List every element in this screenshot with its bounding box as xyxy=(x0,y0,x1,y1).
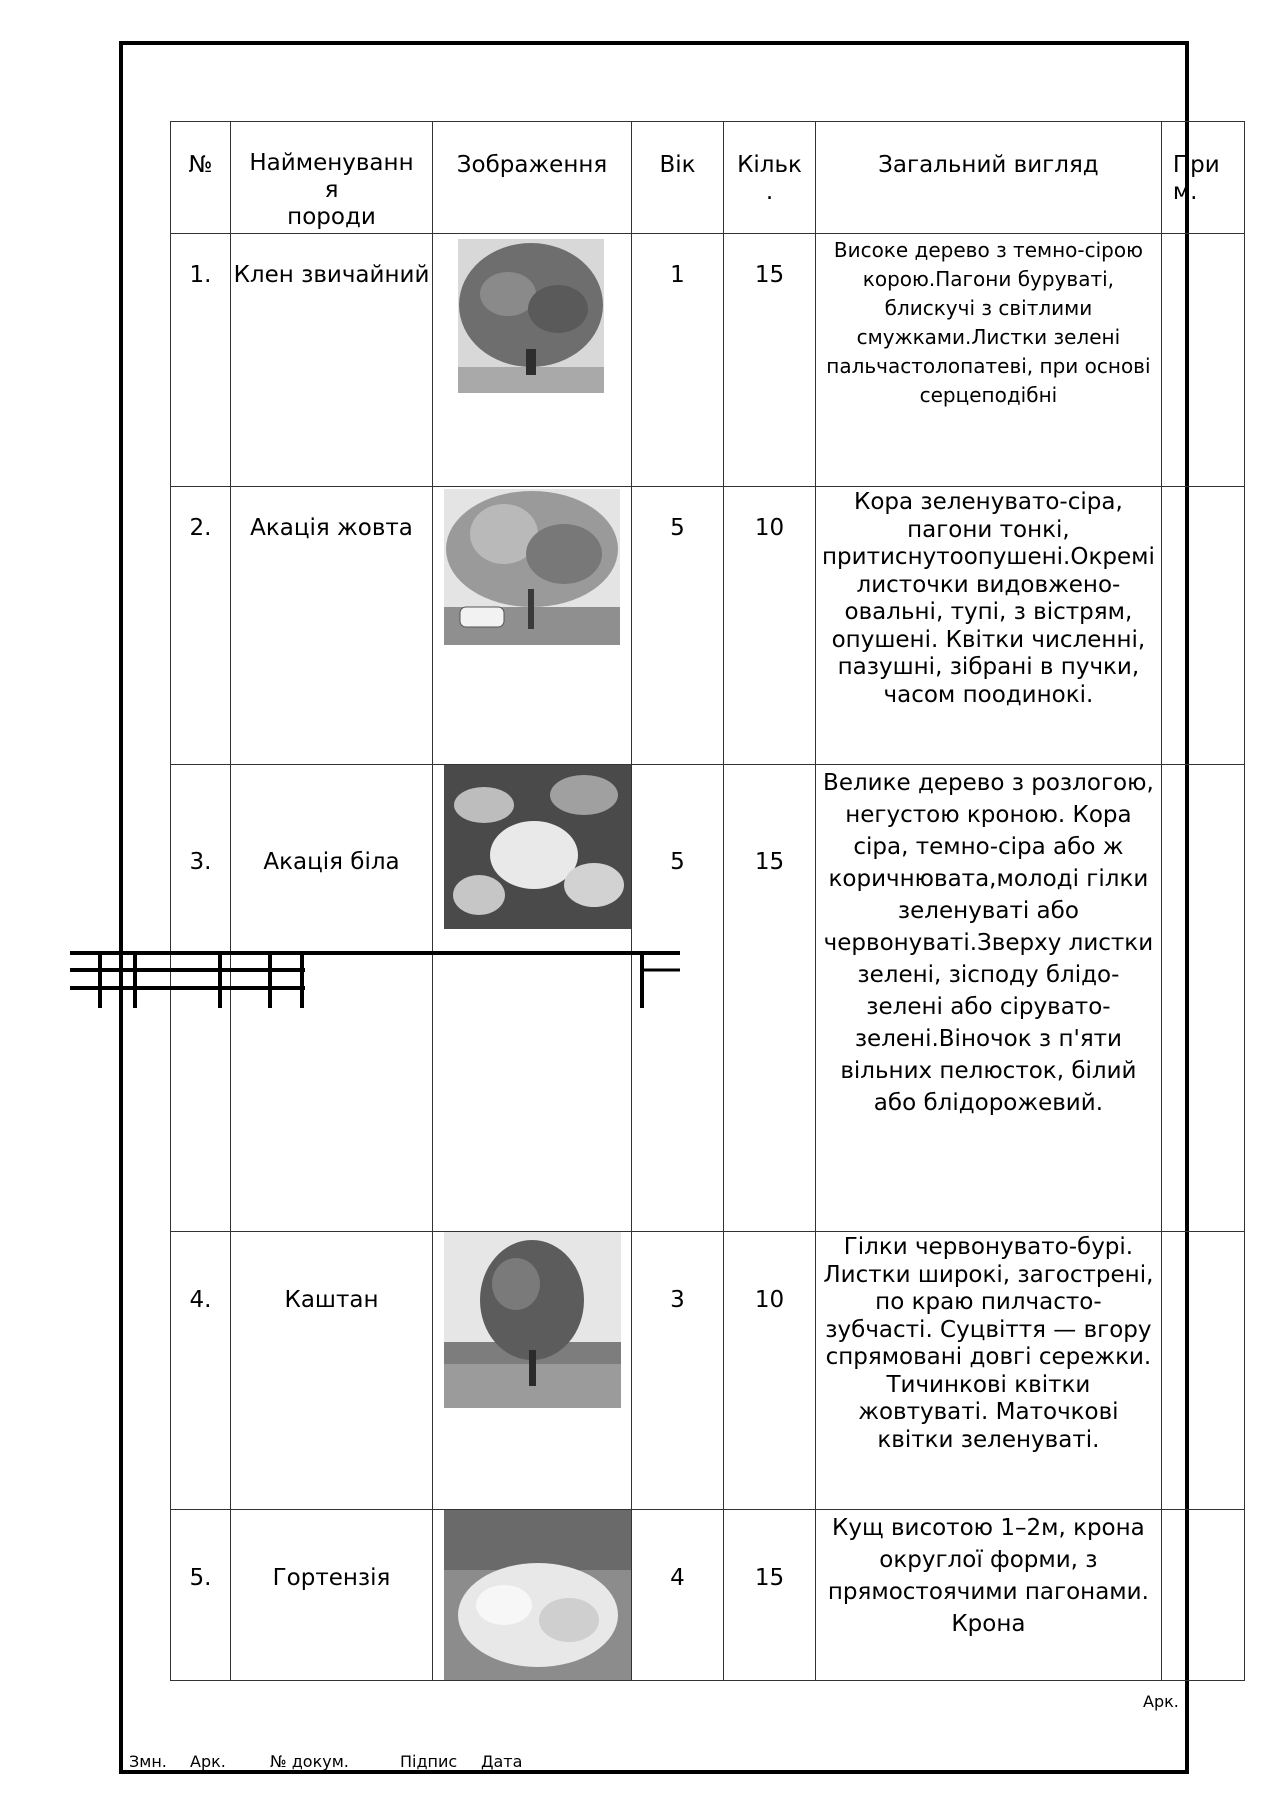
species-table xyxy=(170,121,1245,1681)
row-age xyxy=(632,487,724,765)
row-note xyxy=(1161,1232,1244,1510)
row-note xyxy=(1161,234,1244,487)
table-header-row xyxy=(171,122,1245,234)
header-name xyxy=(231,122,433,234)
row-image xyxy=(433,1232,632,1510)
stamp-label-change: Змн. xyxy=(129,1752,167,1771)
row-name-text: Акація жовта xyxy=(250,515,413,541)
header-note xyxy=(1161,122,1244,234)
row-desc-text: Гілки червонувато-бурі. Листки широкі, загострені, по краю пилчасто-зубчасті. Суцвіття — вгору спрямовані довгі сережки. Тичинкові квітки жовтуваті. Маточкові квітки зеленуваті. xyxy=(823,1234,1154,1453)
row-desc xyxy=(816,765,1162,1232)
stamp-label-date: Дата xyxy=(481,1752,523,1771)
table-row xyxy=(171,487,1245,765)
stamp-label-sheet: Арк. xyxy=(190,1752,226,1771)
row-desc xyxy=(816,234,1162,487)
row-note xyxy=(1161,765,1244,1232)
white-acacia-photo xyxy=(444,765,631,929)
row-note xyxy=(1161,487,1244,765)
row-age-text: 4 xyxy=(670,1565,685,1591)
row-image xyxy=(433,234,632,487)
row-age xyxy=(632,234,724,487)
row-qty xyxy=(724,234,816,487)
row-desc-text: Кора зеленувато-сіра, пагони тонкі, притиснутоопушені.Окремі листочки видовжено-овальні, тупі, з вістрям, опушені. Квітки численні, пазушні, зібрані в пучки, часом поодинокі. xyxy=(822,489,1155,708)
row-num-text: 3. xyxy=(189,849,212,875)
row-name-text: Гортензія xyxy=(272,1565,391,1591)
row-desc xyxy=(816,1510,1162,1681)
header-note-text: При м. xyxy=(1172,152,1220,205)
row-image xyxy=(433,487,632,765)
row-name-text: Клен звичайний xyxy=(233,262,430,288)
row-desc-text: Велике дерево з розлогою, негустою кроною. Кора сіра, темно-сіра або ж коричнювата,молоді гілки зеленуваті або червонуваті.Зверху листки зелені, зісподу блідо-зелені або сірувато-зелені.Віночок з п'яти вільних пелюсток, білий або блідорожевий. xyxy=(823,770,1154,1116)
row-num-text: 5. xyxy=(189,1565,212,1591)
row-name-text: Акація біла xyxy=(263,849,400,875)
table-row xyxy=(171,234,1245,487)
row-num-text: 1. xyxy=(189,262,212,288)
chestnut-tree-photo xyxy=(444,1232,621,1408)
row-num xyxy=(171,487,231,765)
row-qty-text: 15 xyxy=(754,1565,785,1591)
row-age xyxy=(632,1510,724,1681)
row-name xyxy=(231,1232,433,1510)
table-row xyxy=(171,1232,1245,1510)
row-desc xyxy=(816,487,1162,765)
row-desc xyxy=(816,1232,1162,1510)
row-age-text: 5 xyxy=(670,849,685,875)
header-desc: Загальний вигляд xyxy=(816,122,1162,234)
row-num xyxy=(171,1510,231,1681)
row-qty xyxy=(724,765,816,1232)
maple-tree-photo xyxy=(458,239,604,393)
table-row xyxy=(171,1510,1245,1681)
header-qty xyxy=(724,122,816,234)
sheet-label: Арк. xyxy=(1143,1692,1179,1711)
row-qty-text: 15 xyxy=(754,849,785,875)
row-name xyxy=(231,487,433,765)
row-qty xyxy=(724,1510,816,1681)
row-qty xyxy=(724,487,816,765)
row-image xyxy=(433,1510,632,1681)
title-block-lines xyxy=(70,950,680,1010)
header-name-text: Найменуванн я породи xyxy=(249,150,414,230)
header-image: Зображення xyxy=(433,122,632,234)
row-age-text: 1 xyxy=(670,262,685,288)
row-desc-text: Кущ висотою 1–2м, крона округлої форми, з прямостоячими пагонами. Крона xyxy=(827,1515,1149,1637)
row-num-text: 4. xyxy=(189,1287,212,1313)
row-qty-text: 15 xyxy=(754,262,785,288)
row-age-text: 3 xyxy=(670,1287,685,1313)
yellow-acacia-photo xyxy=(444,489,620,645)
row-num xyxy=(171,234,231,487)
row-desc-text: Високе дерево з темно-сірою корою.Пагони буруваті, блискучі з світлими смужками.Листки зелені пальчастолопатеві, при основі серцеподібні xyxy=(826,238,1151,407)
row-age-text: 5 xyxy=(670,515,685,541)
row-age xyxy=(632,1232,724,1510)
hydrangea-bush-photo xyxy=(444,1510,631,1680)
header-age: Вік xyxy=(632,122,724,234)
stamp-label-signature: Підпис xyxy=(400,1752,458,1771)
row-name xyxy=(231,234,433,487)
header-qty-text: Кільк . xyxy=(737,152,802,205)
header-num: № xyxy=(171,122,231,234)
row-num xyxy=(171,1232,231,1510)
row-num-text: 2. xyxy=(189,515,212,541)
stamp-label-document: № докум. xyxy=(270,1752,349,1771)
row-name-text: Каштан xyxy=(284,1287,379,1313)
row-qty-text: 10 xyxy=(754,515,785,541)
row-qty xyxy=(724,1232,816,1510)
row-name xyxy=(231,1510,433,1681)
row-qty-text: 10 xyxy=(754,1287,785,1313)
row-note xyxy=(1161,1510,1244,1681)
